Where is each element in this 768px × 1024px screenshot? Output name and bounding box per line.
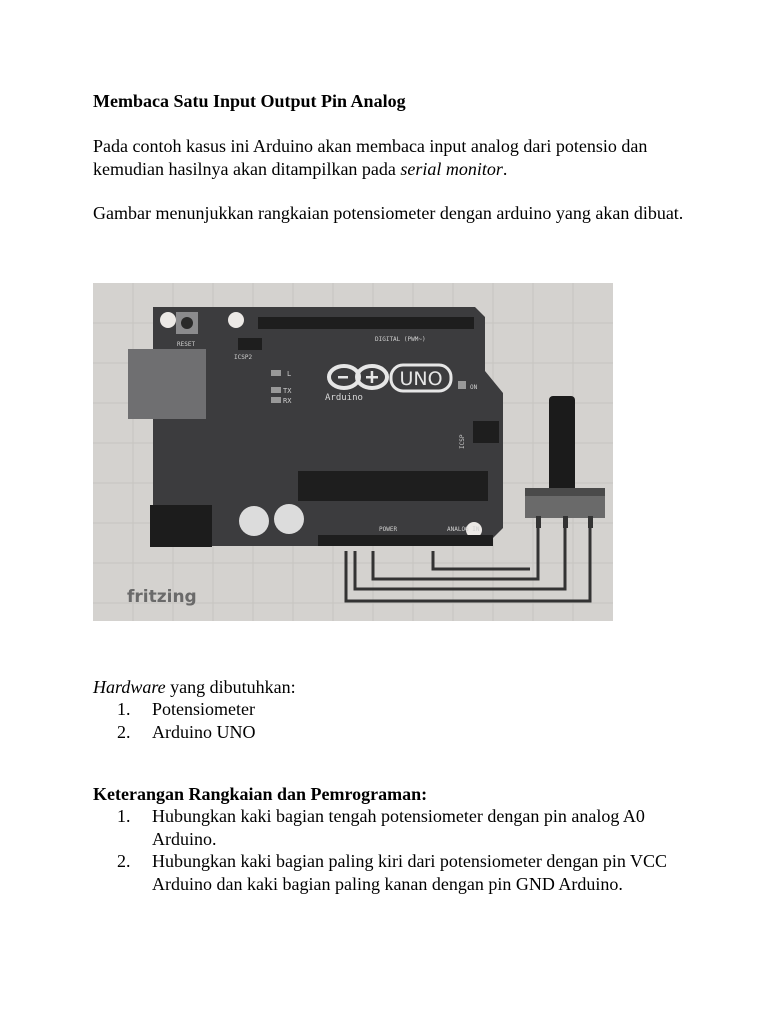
list-number: 1. [117,699,131,719]
led-tx-label: TX [283,387,292,395]
icsp-label: ICSP [459,434,466,449]
keterangan-list [93,805,683,895]
reset-label: RESET [177,341,196,348]
power-jack [150,505,212,547]
list-number: 1. [117,806,131,826]
list-item [93,850,683,895]
intro-text-emphasis: serial monitor [400,158,503,179]
list-item-text: Hubungkan kaki bagian tengah potensiometer dengan pin analog A0 Arduino. [152,806,645,849]
mounting-hole [160,312,176,328]
intro-paragraph [93,135,693,180]
figure-description-paragraph: Gambar menunjukkan rangkaian potensiometer dengan arduino yang akan dibuat. [93,203,684,223]
list-item-text: Arduino UNO [152,721,256,742]
list-item-text: Potensiometer [152,699,255,719]
analog-header [423,535,493,546]
analog-label: ANALOG IN [447,526,480,533]
list-item [93,698,683,721]
digital-label: DIGITAL (PWM~) [375,336,426,343]
power-label: POWER [379,526,398,533]
icsp-header [473,421,499,443]
hardware-heading-rest: yang dibutuhkan: [165,677,296,697]
hardware-list [93,698,683,743]
led-rx-label: RX [283,397,292,405]
keterangan-heading: Keterangan Rangkaian dan Pemrograman: [93,784,428,804]
intro-text-b: . [502,158,508,179]
list-number: 2. [117,851,131,871]
icsp2-label: ICSP2 [234,354,253,361]
arduino-board [128,307,503,547]
circuit-illustration [93,283,613,621]
capacitor-1 [239,506,269,536]
usb-port [128,349,206,419]
atmega-chip [298,471,488,501]
circuit-figure [93,283,613,621]
arduino-brand-text: Arduino [325,393,363,403]
uno-logo-text: UNO [399,368,443,390]
hardware-heading-emphasis: Hardware [93,677,166,697]
list-item [93,805,683,850]
digital-header [258,317,474,329]
list-item [93,721,683,744]
led-l-label: L [287,370,292,378]
list-item-text: Hubungkan kaki bagian paling kiri dari potensiometer dengan pin VCC Arduino dan kaki bagian paling kanan dengan pin GND Arduino. [152,851,668,894]
intro-text-a: Pada contoh kasus ini Arduino akan membaca input analog dari potensio dan kemudian hasilnya akan ditampilkan pada [93,136,648,179]
hardware-heading [93,676,296,698]
document-title: Membaca Satu Input Output Pin Analog [93,91,406,111]
capacitor-2 [274,504,304,534]
on-label: ON [470,384,478,391]
fritzing-watermark: fritzing [127,587,197,607]
list-number: 2. [117,721,131,742]
power-header [318,535,423,546]
